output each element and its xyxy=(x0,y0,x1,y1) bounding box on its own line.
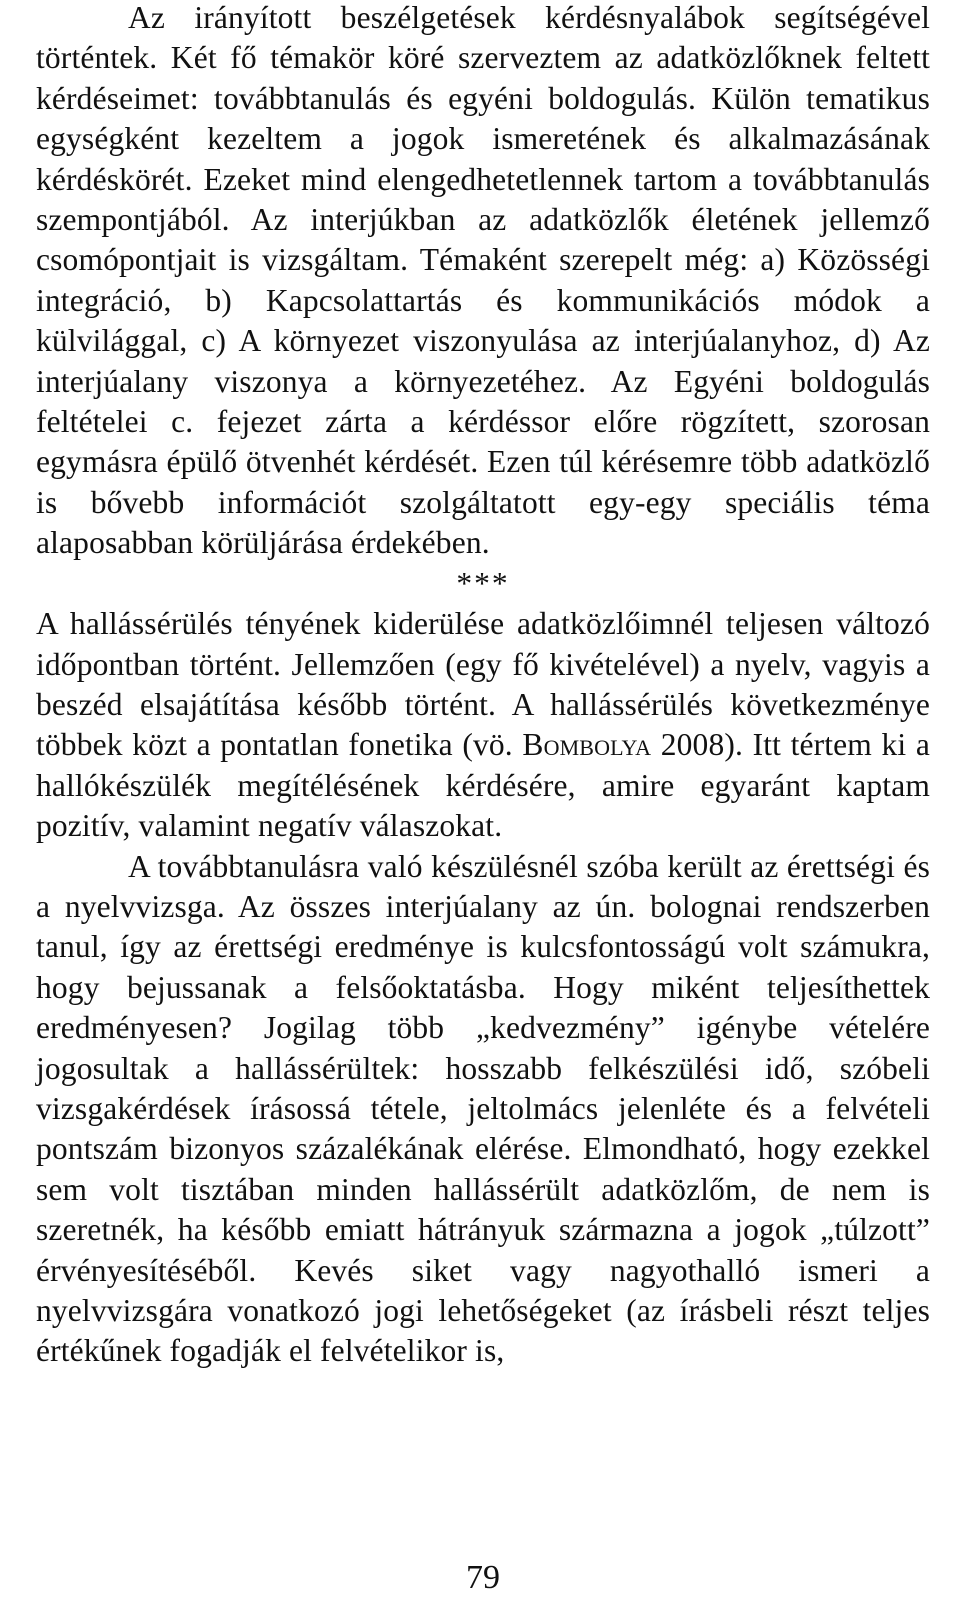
citation-author-initial: B xyxy=(522,727,544,763)
page-number: 79 xyxy=(466,1559,500,1596)
section-separator: *** xyxy=(456,565,510,601)
paragraph-text: 2008). Itt tértem ki a hallókészülék megítélésének kérdésére, amire egyaránt kaptam pozitív, valamint negatív válaszokat. xyxy=(36,727,930,844)
document-page xyxy=(36,0,930,1618)
paragraph-hearing-loss xyxy=(36,604,930,846)
citation-author-rest: ombolya xyxy=(543,727,652,763)
paragraph-text: A hallássérülés tényének kiderülése adatközlőimnél teljesen változó időpontban történt. Jellemzően (egy fő kivételével) a nyelv, vagyis a beszéd elsajátítása később történt. A hallássérülés következménye többek közt a pontatlan fonetika (vö. xyxy=(36,606,930,763)
paragraph-interview-method: Az irányított beszélgetések kérdésnyalábok segítségével történtek. Két fő témakör köré szerveztem az adatközlőknek feltett kérdéseimet: továbbtanulás és egyéni boldogulás. Külön tematikus egységként kezeltem a jogok ismeretének és alkalmazásának kérdéskörét. Ezeket mind elengedhetetlennek tartom a továbbtanulás szempontjából. Az interjúkban az adatközlők életének jellemző csomópontjait is vizsgáltam. Témaként szerepelt még: a) Közösségi integráció, b) Kapcsolattartás és kommunikációs módok a külvilággal, c) A környezet viszonyulása az interjúalanyhoz, d) Az interjúalany viszonya a környezetéhez. Az Egyéni boldogulás feltételei c. fejezet zárta a kérdéssor előre rögzített, szorosan egymásra épülő ötvenhét kérdését. Ezen túl kérésemre több adatközlő is bővebb információt szolgáltatott egy-egy speciális téma alaposabban körüljárása érdekében. xyxy=(36,0,930,561)
paragraph-further-studies: A továbbtanulásra való készülésnél szóba került az érettségi és a nyelvvizsga. Az összes interjúalany az ún. bolognai rendszerben tanul, így az érettségi eredménye is kulcsfontosságú volt számukra, hogy bejussanak a felsőoktatásba. Hogy miként teljesíthettek eredményesen? Jogilag több „kedvezmény” igénybe vételére jogosultak a hallássérültek: hosszabb felkészülési idő, szóbeli vizsgakérdések írásossá tétele, jeltolmács jelenléte és a felvételi pontszám bizonyos százalékának elérése. Elmondható, hogy ezekkel sem volt tisztában minden hallássérült adatközlőm, de nem is szeretnék, ha később emiatt hátrányuk származna a jogok „túlzott” érvényesítéséből. Kevés siket vagy nagyothalló ismeri a nyelvvizsgára vonatkozó jogi lehetőségeket (az írásbeli részt teljes értékűnek fogadják el felvételikor is, xyxy=(36,848,930,1369)
body-text xyxy=(36,0,930,1372)
